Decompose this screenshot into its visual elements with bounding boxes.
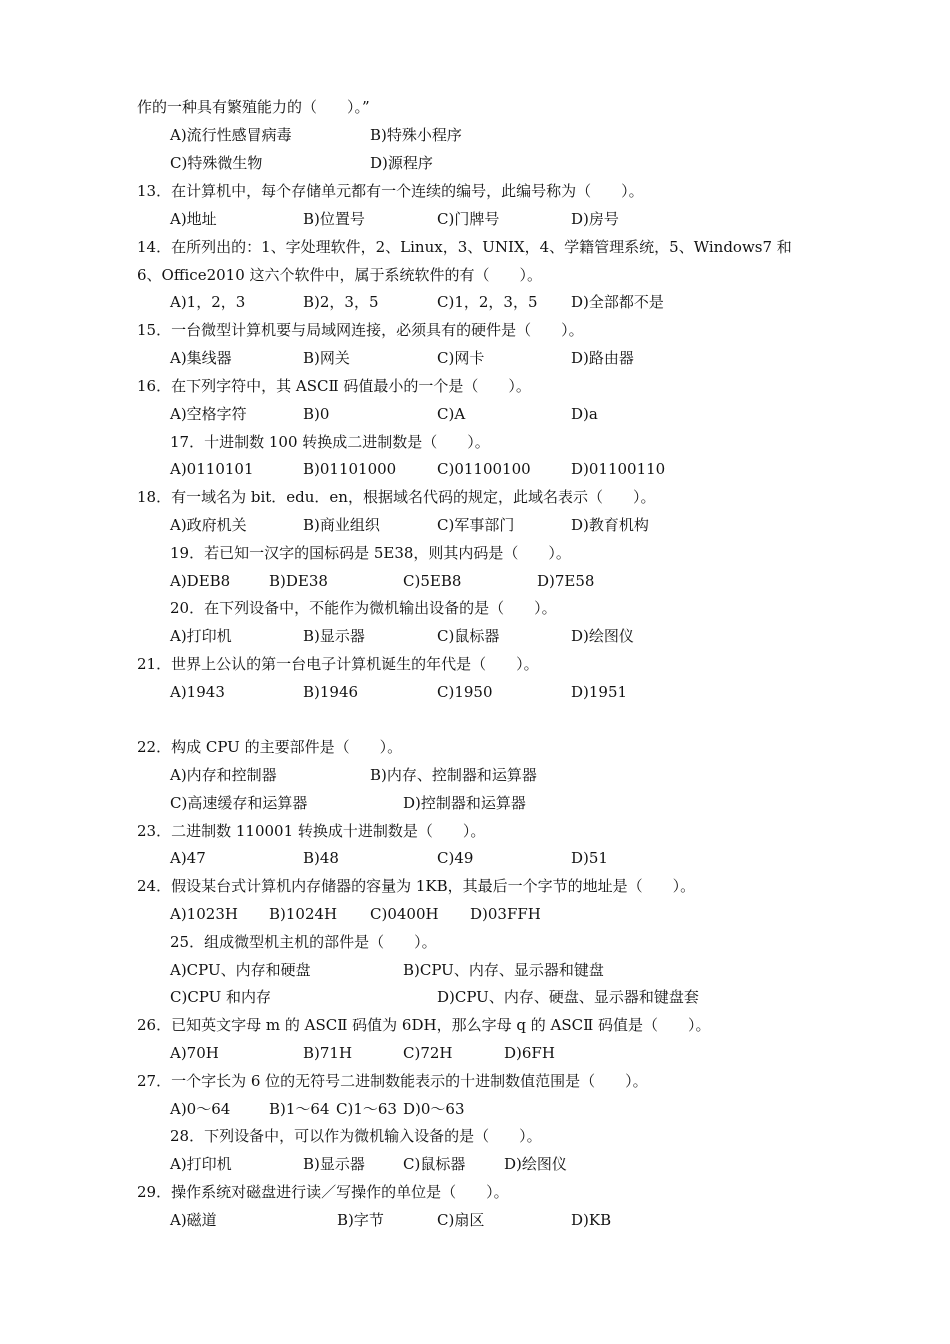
option-text: D)源程序 xyxy=(370,154,433,172)
option-text: D)0～63 xyxy=(403,1100,465,1118)
option-text: D)教育机构 xyxy=(571,516,649,534)
option-text: A)0110101 xyxy=(170,460,254,478)
option-text: D)51 xyxy=(571,849,608,867)
option-text: A)打印机 xyxy=(170,1155,232,1173)
option-text: C)1950 xyxy=(437,683,493,701)
option-text: C)特殊微生物 xyxy=(170,154,263,172)
question-text: 23．二进制数 110001 转换成十进制数是（ ）。 xyxy=(137,822,486,840)
option-text: C)鼠标器 xyxy=(437,627,500,645)
option-text: C)01100100 xyxy=(437,460,531,478)
question-text: 14．在所列出的：1、字处理软件，2、Linux，3、UNIX，4、学籍管理系统，5、Windows7 和 xyxy=(137,238,792,256)
option-text: D)01100110 xyxy=(571,460,666,478)
option-text: A)1943 xyxy=(170,683,225,701)
option-text: C)A xyxy=(437,405,466,423)
option-text: B)1～64 xyxy=(269,1100,330,1118)
option-text: C)扇区 xyxy=(437,1211,485,1229)
option-text: D)绘图仪 xyxy=(571,627,634,645)
question-text: 26．已知英文字母 m 的 ASCⅡ 码值为 6DH，那么字母 q 的 ASCⅡ 码值是（ ）。 xyxy=(137,1016,711,1034)
option-text: A)打印机 xyxy=(170,627,232,645)
option-text: D)1951 xyxy=(571,683,628,701)
option-text: C)网卡 xyxy=(437,349,485,367)
option-text: A)DEB8 xyxy=(170,572,231,590)
option-text: C)49 xyxy=(437,849,474,867)
option-text: C)高速缓存和运算器 xyxy=(170,794,308,812)
question-text: 24．假设某台式计算机内存储器的容量为 1KB，其最后一个字节的地址是（ ）。 xyxy=(137,877,696,895)
option-text: B)48 xyxy=(303,849,339,867)
option-text: A)1，2，3 xyxy=(170,293,246,311)
option-text: A)0～64 xyxy=(170,1100,231,1118)
option-text: D)路由器 xyxy=(571,349,634,367)
option-text: B)特殊小程序 xyxy=(370,126,462,144)
option-text: C)5EB8 xyxy=(403,572,462,590)
option-text: D)6FH xyxy=(504,1044,555,1062)
option-text: 20．在下列设备中，不能作为微机输出设备的是（ ）。 xyxy=(170,599,557,617)
question-text: 21．世界上公认的第一台电子计算机诞生的年代是（ ）。 xyxy=(137,655,539,673)
option-text: B)1946 xyxy=(303,683,359,701)
question-text: 13．在计算机中，每个存储单元都有一个连续的编号，此编号称为（ ）。 xyxy=(137,182,644,200)
option-text: A)政府机关 xyxy=(170,516,247,534)
option-text: C)72H xyxy=(403,1044,453,1062)
question-text: 22．构成 CPU 的主要部件是（ ）。 xyxy=(137,738,403,756)
option-text: D)7E58 xyxy=(537,572,595,590)
option-text: 28．下列设备中，可以作为微机输入设备的是（ ）。 xyxy=(170,1127,542,1145)
option-text: C)0400H xyxy=(370,905,439,923)
option-text: A)内存和控制器 xyxy=(170,766,277,784)
question-text: 27．一个字长为 6 位的无符号二进制数能表示的十进制数值范围是（ ）。 xyxy=(137,1072,648,1090)
question-text: 29．操作系统对磁盘进行读／写操作的单位是（ ）。 xyxy=(137,1183,509,1201)
option-text: C)门牌号 xyxy=(437,210,500,228)
option-text: A)47 xyxy=(170,849,206,867)
option-text: A)流行性感冒病毒 xyxy=(170,126,292,144)
option-text: C)鼠标器 xyxy=(403,1155,466,1173)
option-text: A)CPU、内存和硬盘 xyxy=(170,961,311,979)
option-text: A)地址 xyxy=(170,210,217,228)
question-text: 15．一台微型计算机要与局域网连接，必须具有的硬件是（ ）。 xyxy=(137,321,584,339)
question-text: 6、Office2010 这六个软件中，属于系统软件的有（ ）。 xyxy=(137,266,543,284)
option-text: 17．十进制数 100 转换成二进制数是（ ）。 xyxy=(170,433,490,451)
option-text: C)1，2，3，5 xyxy=(437,293,538,311)
question-text: 18．有一域名为 bit．edu．en，根据域名代码的规定，此域名表示（ ）。 xyxy=(137,488,656,506)
option-text: D)绘图仪 xyxy=(504,1155,567,1173)
option-text: B)显示器 xyxy=(303,627,365,645)
option-text: B)2，3，5 xyxy=(303,293,379,311)
option-text: A)70H xyxy=(170,1044,219,1062)
question-text: 作的一种具有繁殖能力的（ ）。” xyxy=(137,98,370,116)
option-text: B)显示器 xyxy=(303,1155,365,1173)
option-text: B)CPU、内存、显示器和键盘 xyxy=(403,961,604,979)
option-text: C)军事部门 xyxy=(437,516,515,534)
option-text: B)1024H xyxy=(269,905,338,923)
option-text: B)网关 xyxy=(303,349,350,367)
option-text: B)71H xyxy=(303,1044,353,1062)
option-text: B)商业组织 xyxy=(303,516,380,534)
option-text: B)DE38 xyxy=(269,572,328,590)
question-text: 16．在下列字符中，其 ASCⅡ 码值最小的一个是（ ）。 xyxy=(137,377,531,395)
option-text: D)CPU、内存、硬盘、显示器和键盘套 xyxy=(437,988,699,1006)
option-text: D)KB xyxy=(571,1211,612,1229)
option-text: D)03FFH xyxy=(470,905,541,923)
option-text: D)控制器和运算器 xyxy=(403,794,526,812)
option-text: A)磁道 xyxy=(170,1211,217,1229)
option-text: B)内存、控制器和运算器 xyxy=(370,766,537,784)
option-text: A)空格字符 xyxy=(170,405,247,423)
option-text: D)全部都不是 xyxy=(571,293,664,311)
option-text: B)位置号 xyxy=(303,210,365,228)
option-text: D)a xyxy=(571,405,598,423)
option-text: B)01101000 xyxy=(303,460,397,478)
option-text: B)0 xyxy=(303,405,330,423)
option-text: D)房号 xyxy=(571,210,619,228)
option-text: 19．若已知一汉字的国标码是 5E38，则其内码是（ ）。 xyxy=(170,544,571,562)
option-text: 25．组成微型机主机的部件是（ ）。 xyxy=(170,933,437,951)
option-text: C)1～63 xyxy=(336,1100,397,1118)
option-text: A)1023H xyxy=(170,905,238,923)
option-text: C)CPU 和内存 xyxy=(170,988,272,1006)
option-text: A)集线器 xyxy=(170,349,232,367)
option-text: B)字节 xyxy=(337,1211,384,1229)
